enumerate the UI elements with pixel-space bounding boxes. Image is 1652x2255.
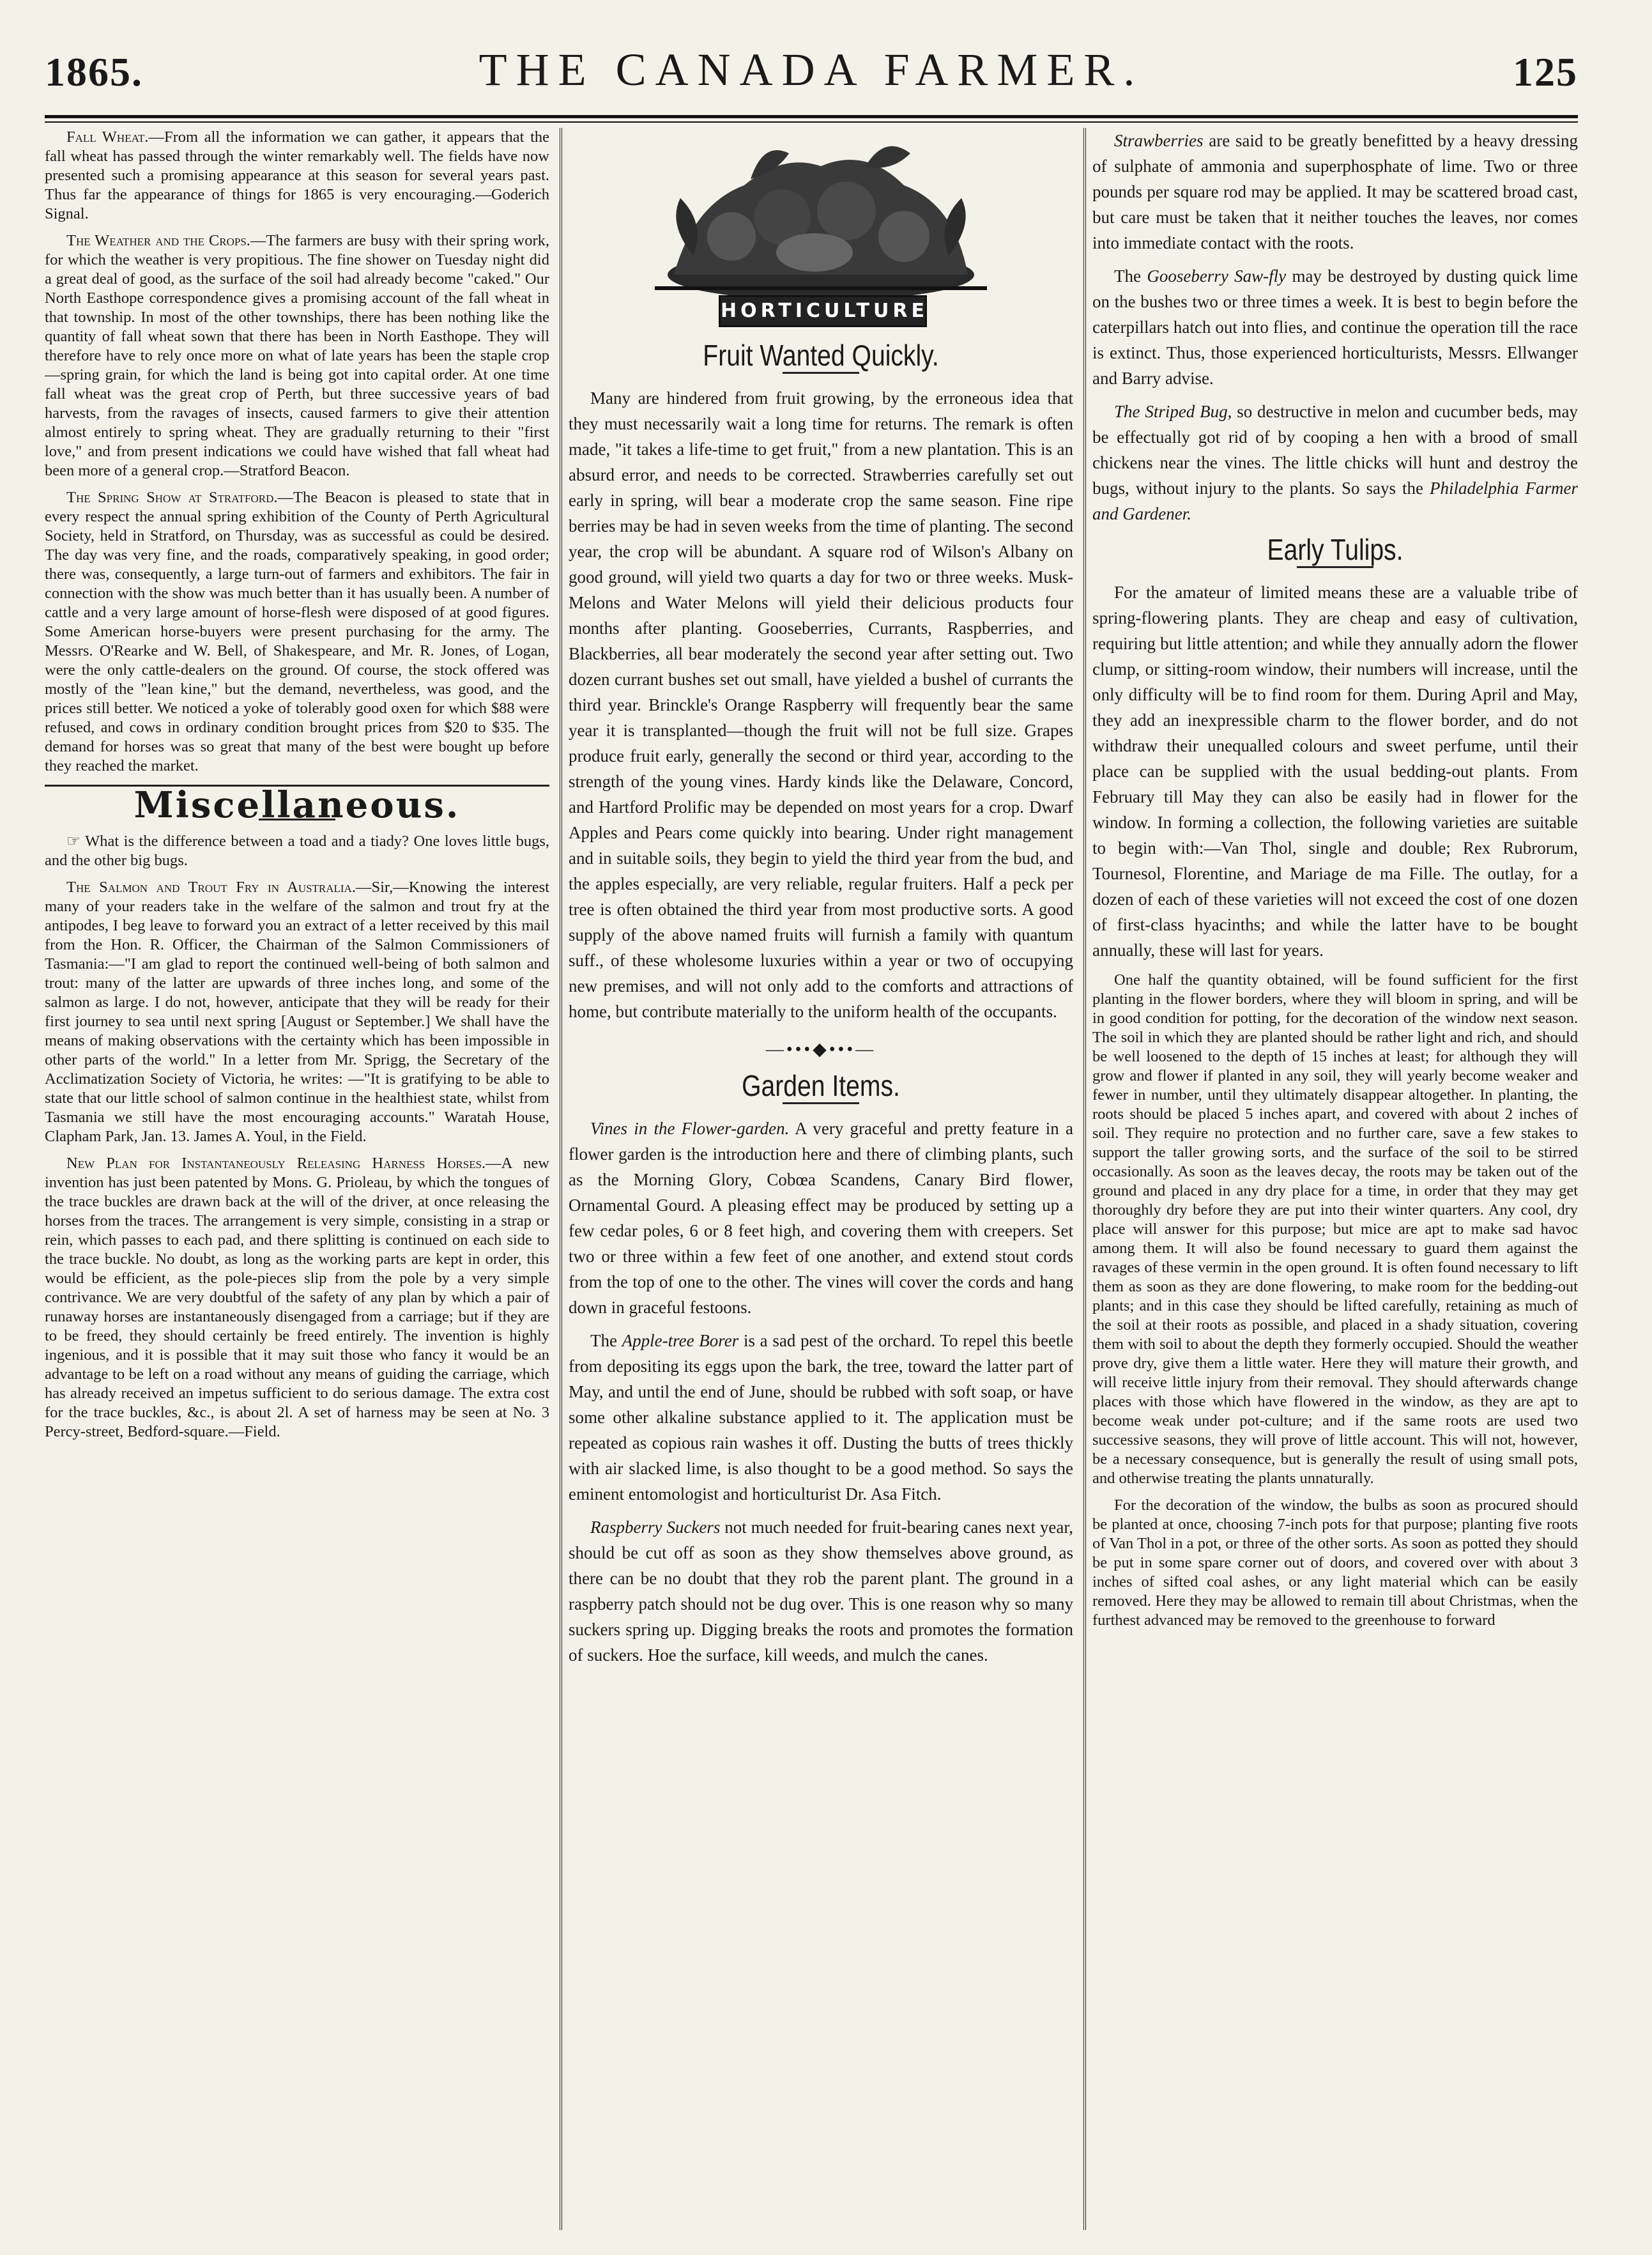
article-body: —The Beacon is pleased to state that in every respect the annual spring exhibition of the County of Perth Agricultural Society, held in Stratford, on Thursday, was as successful as could be desired. The day was very fine, and the roads, comparatively speaking, in good order; there was, consequently, a large turn-out of farmers and exhibitors. The fair in connection with the show was much better than it has usually been. A number of cattle and a very large amount of horse-flesh were disposed of at good figures. Some American horse-buyers were present purchasing for the army. The Messrs. O'Rearke and W. Bell, of Shakespeare, and Mr. R. Jones, of Logan, were the only cattle-dealers on the ground. Of course, the stock offered was mostly of the "lean kine," but the demand, nevertheless, was good, and the prices still better. We noticed a yoke of tolerably good oxen for which $88 were refused, and cows in ordinary condition brought prices from $20 to $35. The demand for horses was so great that many of the best were bought up before they reached the market. [45, 489, 549, 774]
article-striped-bug [1092, 399, 1578, 527]
article-body: —From all the information we can gather, it appears that the fall wheat has passed through the winter remarkably well. The fields have now presented such a promising appearance at this season for several years past. Thus far the appearance of things for 1865 is very encouraging.—Goderich Signal. [45, 128, 549, 222]
article-vines-flower-garden [569, 1116, 1073, 1320]
article-lead: Vines in the Flower-garden. [590, 1119, 790, 1138]
section-heading-miscellaneous: Miscellaneous. [134, 784, 461, 826]
article-lead: Raspberry Suckers [590, 1518, 721, 1537]
issue-year: 1865. [45, 49, 143, 95]
article-lead: New Plan for Instantaneously Releasing Harness Horses. [66, 1155, 486, 1172]
article-toad-riddle [45, 832, 549, 870]
article-body: not much needed for fruit-bearing canes next year, should be cut off as soon as they show themselves above ground, as there can be no doubt that they rob the parent plant. The ground in a raspberry patch should not be dug over. This is one reason why so many suckers spring up. Digging breaks the roots and promotes the formation of suckers. Hoe the surface, kill weeds, and mulch the canes. [569, 1518, 1073, 1665]
article-strawberries [1092, 128, 1578, 256]
heading-rule [1297, 566, 1373, 568]
article-tulips-window: For the decoration of the window, the bulbs as soon as procured should be planted at once, choosing 7-inch pots for that purpose; planting five roots of Van Thol in a pot, or three of the other sorts. As soon as potted they should be put in some spare corner out of doors, and covered over with about 3 inches of sifted coal ashes, or any light material which can be easily removed. Here they may be allowed to remain till about Christmas, when the furthest advanced may be removed to the greenhouse to forward [1092, 1497, 1578, 1629]
article-lead: The Salmon and Trout Fry in Australia. [66, 879, 356, 896]
article-lead: The Striped Bug, [1114, 402, 1232, 421]
heading-fruit-wanted-quickly: Fruit Wanted Quickly. [703, 339, 939, 372]
article-pre: The [1114, 266, 1147, 286]
article-apple-tree-borer [569, 1328, 1073, 1507]
article-harness-horses [45, 1154, 549, 1442]
column-rule [560, 128, 562, 2230]
column-rule [1083, 128, 1086, 2230]
article-weather-crops [45, 231, 549, 481]
horticulture-banner [655, 128, 987, 332]
article-body: ☞ What is the difference between a toad and a tiady? One loves little bugs, and the other big bugs. [45, 833, 549, 869]
article-tulips-intro: For the amateur of limited means these are a valuable tribe of spring-flowering plants. They are cheap and easy of cultivation, requiring but little attention; and while they annually adorn the flower clump, or sitting-room window, their numbers will increase, until the only difficulty will be to find room for them. During April and May, they add an inexpressible charm to the flower border, and do not withdraw their unequalled colours and sweet perfume, until their place can be supplied with the usual bedding-out plants. From February till May they can also be easily had in flower for the window. In forming a collection, the following varieties are suitable to begin with:—Van Thol, single and double; Rex Rubrorum, Tournesol, Florentine, and Mariage de ma Fille. The outlay, for a dozen of each of these varieties will not exceed the cost of one dozen of first-class hyacinths; and while the latter have to be bought annually, these will last for years. [1092, 583, 1578, 960]
article-lead: Gooseberry Saw-fly [1147, 266, 1287, 286]
newspaper-page [45, 26, 1578, 2236]
article-pre: The [590, 1331, 622, 1350]
article-salmon-trout [45, 878, 549, 1146]
article-body: so destructive in melon and cucumber beds, may be effectually got rid of by cooping a hen with a brood of small chickens near the vines. The little chicks will hunt and destroy the bugs, without injury to the plants. So says the [1092, 402, 1578, 498]
article-fruit-wanted: Many are hindered from fruit growing, by the erroneous idea that they must necessarily wait a long time for returns. The remark is often made, "it takes a life-time to get fruit," from a new plantation. This is an absurd error, and needs to be corrected. Strawberries carefully set out early in spring, will bear a moderate crop the same season. Fine ripe berries may be had in seven weeks from the time of planting. The second year, the crop will be abundant. A square rod of Wilson's Albany on good ground, will yield two quarts a day for two or three weeks. Musk-Melons and Water Melons will yield their delicious products four months after planting. Gooseberries, Currants, Raspberries, and Blackberries, all bear moderately the second year after setting out. Two dozen currant bushes set out small, have yielded a bushel of currants the third year. Brinckle's Orange Raspberry will frequently bear the same year it is transplanted—though the fruit will not be full size. Grapes produce fruit early, generally the second or third year, according to the strength of the young vines. Hardy kinds like the Delaware, Concord, and Hartford Prolific may be depended on most years for a crop. Dwarf Apples and Pears come quickly into bearing. Under right management and in suitable soils, they begin to yield the third year from the bud, and the apples especially, are very reliable, regular fruiters. Half a peck per tree is often obtained the third year from most productive sorts. A good supply of the above named fruits will furnish a family with quantum suff., of these wholesome luxuries within a year or two of occupying new premises, and will not only add to the comforts and attractions of home, but contribute materially to the uniform health of the occupants. [569, 389, 1073, 1021]
newspaper-title: THE CANADA FARMER. [478, 44, 1144, 95]
article-tulips-planting: One half the quantity obtained, will be found sufficient for the first planting in the flower borders, where they will bloom in spring, and will be in good condition for potting, for the decoration of the window next season. The soil in which they are planted should be rather light and rich, and should be well loosened to the depth of 15 inches at least; for although they will grow and flower if planted in any soil, they will yearly become weaker and fewer in number, until they ultimately disappear altogether. In planting, the roots should be placed 5 inches apart, and covered with about 2 inches of soil. They require no protection and no further care, save a few stakes to support the taller growing sorts, and the surface of the soil to be stirred occasionally. As soon as the leaves decay, the roots may be taken out of the ground and placed in any dry place for a time, in order that they may get thoroughly dry before they are put into their winter quarters. Any cool, dry place will answer for this purpose; but mice are apt to make sad havoc among them. It will also be found necessary to guard them against the ravages of these vermin in the open ground. It is often found necessary to lift them as soon as they are done flowering, to make room for the bedding-out plants; and in this case they should be lifted carefully, retaining as much of the soil at their roots as possible, and placed in a shady situation, covering them with soil to about the depth they formerly occupied. Should the weather prove dry, give them a little water. Here they will mature their growth, and will receive little injury from their removal. They should afterwards change places with those which have flowered in the window, as they are apt to become weak under pot-culture; and if the same roots are used two successive seasons, they will prove of little account. This will not, however, be a necessary consequence, but is generally the result of using small pots, and otherwise treating the plants unnaturally. [1092, 971, 1578, 1487]
page-number: 125 [1513, 49, 1578, 95]
masthead [45, 38, 1578, 115]
article-body: —The farmers are busy with their spring work, for which the weather is very propitious. The fine shower on Tuesday night did a great deal of good, as the surface of the soil had already become "caked." Our North Easthope correspondence gives a promising account of the fall wheat in that township. In most of the other townships, there has been nothing like the quantity of fall wheat sown that there has been in North Easthope. They will therefore have to rely once more on what of late years has been the staple crop—spring grain, for which the land is being got into capital order. At one time fall wheat was the great crop of Perth, but three successive years of bad harvests, from the ravages of insects, caused farmers to give their attention almost entirely to spring wheat. They are gradually returning to their "first love," and from present indications we could have wished that fall wheat had been more of a general crop.—Stratford Beacon. [45, 232, 549, 479]
column-1 [45, 128, 549, 2230]
article-body: —Sir,—Knowing the interest many of your readers take in the welfare of the salmon and trout fry at the antipodes, I beg leave to forward you an extract of a letter received by this mail from the Hon. R. Officer, the Chairman of the Salmon Commissioners of Tasmania:—"I am glad to report the continued well-being of both salmon and trout: many of the latter are upwards of three inches long, and some of the salmon as large. I do not, however, anticipate that they will be ready for their first journey to sea until next spring [August or September.] We shall have the means of making observations with the certainty which has been impossible in other parts of the world." In a letter from Mr. Sprigg, the Secretary of the Acclimatization Society of Victoria, he writes: —"It is gratifying to be able to state that our little school of salmon continue in the healthiest state, whilst from Tasmania we still have the most encouraging accounts." Waratah House, Clapham Park, Jan. 13. James A. Youl, in the Field. [45, 879, 549, 1145]
heading-early-tulips: Early Tulips. [1267, 533, 1403, 566]
article-lead: Fall Wheat. [66, 128, 149, 146]
article-body: A very graceful and pretty feature in a flower garden is the introduction here and there of climbing plants, such as the Morning Glory, Cobœa Scandens, Canary Bird flower, Ornamental Gourd. A pleasing effect may be produced by setting up a few cedar poles, 6 or 8 feet high, and covering them with creepers. Set two or three within a few feet of one another, and extend stout cords from the top of one to the other. The vines will cover the cords and hang down in graceful festoons. [569, 1119, 1073, 1317]
article-gooseberry-sawfly [1092, 263, 1578, 391]
column-3 [1092, 128, 1578, 2230]
article-spring-show [45, 488, 549, 776]
column-2 [569, 128, 1073, 2230]
article-lead: The Weather and the Crops. [66, 232, 250, 249]
article-source: Philadelphia Farmer and Gardener. [1092, 479, 1578, 523]
article-lead: The Spring Show at Stratford. [66, 489, 278, 506]
article-body: is a sad pest of the orchard. To repel this beetle from depositing its eggs upon the bark, the tree, toward the latter part of May, and until the end of June, should be rubbed with soft soap, or have some other alkaline substance applied to it. The application must be repeated as copious rain washes it off. Dusting the butts of trees thickly with air slacked lime, is also thought to be a good method. So says the eminent entomologist and horticulturist Dr. Asa Fitch. [569, 1331, 1073, 1504]
masthead-rule-thin [45, 121, 1578, 123]
article-lead: Apple-tree Borer [622, 1331, 739, 1350]
horticulture-label: HORTICULTURE [719, 295, 927, 327]
heading-rule [783, 1102, 859, 1104]
article-lead: Strawberries [1114, 131, 1204, 150]
masthead-rule [45, 115, 1578, 118]
heading-rule [783, 372, 859, 374]
article-body: may be destroyed by dusting quick lime on the bushes two or three times a week. It is best to begin before the caterpillars hatch out into flies, and continue the operation till the race is extinct. Thus, those experienced horticulturists, Messrs. Ellwanger and Barry advise. [1092, 266, 1578, 388]
heading-garden-items: Garden Items. [742, 1069, 900, 1102]
article-body: are said to be greatly benefitted by a heavy dressing of sulphate of ammonia and superphosphate of lime. Two or three pounds per square rod may be applied. It may be scattered broad cast, but care must be taken that it neither touches the leaves, nor comes into immediate contact with the roots. [1092, 131, 1578, 252]
article-raspberry-suckers [569, 1514, 1073, 1668]
article-body: —A new invention has just been patented by Mons. G. Prioleau, by which the tongues of the trace buckles are drawn back at the will of the driver, at once releasing the horses from the traces. The arrangement is very simple, consisting in a strap or rein, which passes to each pad, and there splitting is continued on each side to the trace buckle. No doubt, as long as the working parts are kept in order, this would be efficient, as the pole-pieces slip from the pole by a very simple contrivance. We are very doubtful of the safety of any plan by which a pair of runaway horses are instantaneously disengaged from a carriage; but if they are to be freed, they should certainly be freed entirely. The invention is highly ingenious, and it is possible that it may suit those who fancy it would be an advantage to be left on a road without any means of guiding the carriage, which has already received an impetus sufficient to do serious damage. The extra cost for the trace buckles, &c., is about 2l. A set of harness may be seen at No. 3 Percy-street, Bedford-square.—Field. [45, 1155, 549, 1440]
ornamental-divider: —•••◆•••— [765, 1040, 876, 1059]
article-fall-wheat [45, 128, 549, 224]
